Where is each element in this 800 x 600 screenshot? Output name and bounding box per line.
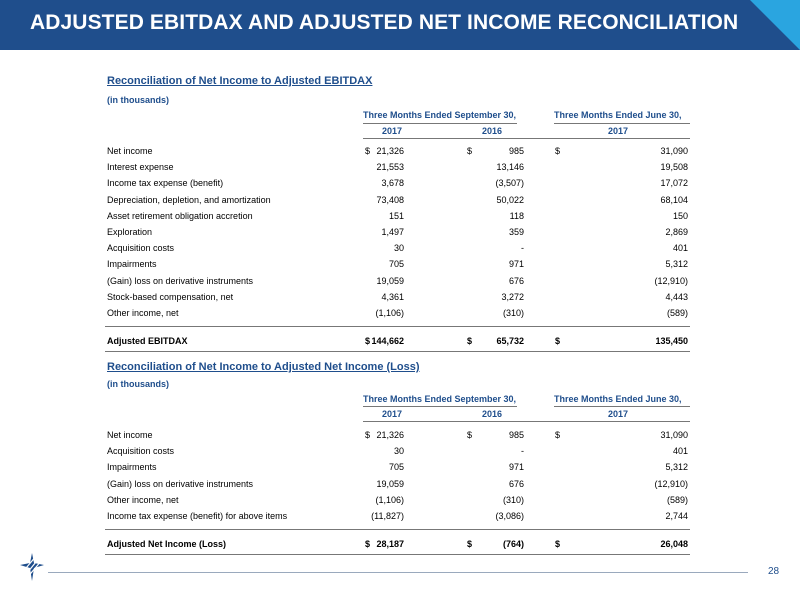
table-row xyxy=(105,193,690,209)
cell-value: 705 xyxy=(388,259,404,270)
cell-value: (3,507) xyxy=(495,178,524,189)
dollar-sign: $ xyxy=(365,539,371,550)
table-row xyxy=(105,160,690,176)
cell-value: 144,662 xyxy=(371,336,404,347)
cell-value: (310) xyxy=(502,308,524,318)
row-label: Exploration xyxy=(107,227,153,237)
table2-units: (in thousands) xyxy=(107,379,169,389)
cell-value: 65,732 xyxy=(496,336,524,347)
total-row xyxy=(105,334,690,350)
cell-value: 2,744 xyxy=(665,511,688,521)
slide-title: ADJUSTED EBITDAX AND ADJUSTED NET INCOME RECONCILIATION xyxy=(30,11,739,34)
cell-value: 21,326 xyxy=(376,430,404,440)
cell-value: 31,090 xyxy=(660,146,688,156)
cell-value: (589) xyxy=(666,308,688,318)
cell-value: (1,106) xyxy=(375,308,404,318)
header-accent-triangle xyxy=(750,0,800,50)
row-label: Depreciation, depletion, and amortization xyxy=(107,194,271,205)
table-row xyxy=(105,225,690,241)
table-row xyxy=(105,477,690,493)
table-row xyxy=(105,428,690,444)
dollar-sign: $ xyxy=(467,146,473,156)
cell-value: 3,272 xyxy=(501,291,524,302)
dollar-sign: $ xyxy=(555,146,561,156)
cell-value: 971 xyxy=(508,259,524,270)
table2-group-underline xyxy=(554,406,690,407)
table2-header-underline xyxy=(363,421,690,422)
row-label: Adjusted Net Income (Loss) xyxy=(107,539,227,550)
row-label: Net income xyxy=(107,430,153,440)
cell-value: 401 xyxy=(672,243,688,254)
cell-value: 118 xyxy=(509,210,524,221)
row-label: Stock-based compensation, net xyxy=(107,291,234,302)
table1-title: Reconciliation of Net Income to Adjusted EBITDAX xyxy=(107,75,373,87)
total-row xyxy=(105,537,690,553)
cell-value: 31,090 xyxy=(660,430,688,440)
table1-group-header-sep: Three Months Ended September 30, xyxy=(363,110,517,120)
footer-divider xyxy=(48,572,748,573)
cell-value: 21,553 xyxy=(376,162,404,173)
cell-value: 135,450 xyxy=(655,336,688,347)
table1-group-underline xyxy=(554,123,690,124)
cell-value: 50,022 xyxy=(496,194,524,205)
dollar-sign: $ xyxy=(365,430,371,440)
cell-value: 68,104 xyxy=(660,194,688,205)
cell-value: 676 xyxy=(508,275,524,286)
table2-title: Reconciliation of Net Income to Adjusted Net Income (Loss) xyxy=(107,361,420,373)
slide-header xyxy=(0,0,800,50)
table2-group-underline xyxy=(363,406,517,407)
table-row xyxy=(105,241,690,257)
cell-value: 985 xyxy=(508,430,524,440)
table-row xyxy=(105,306,690,322)
table-row xyxy=(105,290,690,306)
dollar-sign: $ xyxy=(365,146,371,156)
row-label: Acquisition costs xyxy=(107,243,175,254)
cell-value: 401 xyxy=(672,446,688,457)
cell-value: 26,048 xyxy=(660,539,688,550)
cell-value: 2,869 xyxy=(665,227,688,237)
page-number: 28 xyxy=(768,566,780,577)
table1-group-underline xyxy=(363,123,517,124)
cell-value: (12,910) xyxy=(654,478,688,489)
row-label: Acquisition costs xyxy=(107,446,175,457)
cell-value: 13,146 xyxy=(496,162,524,173)
cell-value: 19,508 xyxy=(660,162,688,173)
dollar-sign: $ xyxy=(365,336,371,347)
row-label: Adjusted EBITDAX xyxy=(107,336,188,347)
cell-value: 28,187 xyxy=(376,539,404,550)
table1-header-underline xyxy=(363,138,690,139)
table2-group-header-jun: Three Months Ended June 30, xyxy=(554,394,682,404)
cell-value: (764) xyxy=(502,539,524,550)
cell-value: 19,059 xyxy=(376,275,404,286)
total-underline xyxy=(105,554,690,555)
cell-value: 21,326 xyxy=(376,146,404,156)
total-separator xyxy=(105,326,690,327)
row-label: Interest expense xyxy=(107,162,174,173)
cell-value: 1,497 xyxy=(381,227,404,237)
cell-value: 30 xyxy=(393,243,404,254)
cell-value: 705 xyxy=(388,462,404,473)
row-label: Impairments xyxy=(107,259,157,270)
row-label: Income tax expense (benefit) xyxy=(107,178,224,189)
row-label: Other income, net xyxy=(107,308,179,318)
cell-value: (12,910) xyxy=(654,275,688,286)
table-row xyxy=(105,274,690,290)
table2-year-header: 2017 xyxy=(608,409,629,419)
table-row xyxy=(105,176,690,192)
cell-value: (11,827) xyxy=(371,511,404,521)
table-row xyxy=(105,509,690,525)
table2-year-header: 2017 xyxy=(382,409,403,419)
table-row xyxy=(105,144,690,160)
cell-value: 985 xyxy=(508,146,524,156)
table1-year-header: 2017 xyxy=(608,126,629,136)
dollar-sign: $ xyxy=(555,539,561,550)
cell-value: 30 xyxy=(393,446,404,457)
dollar-sign: $ xyxy=(555,336,561,347)
dollar-sign: $ xyxy=(467,336,473,347)
cell-value: (3,086) xyxy=(495,511,524,521)
cell-value: 150 xyxy=(672,210,688,221)
cell-value: - xyxy=(521,243,524,254)
cell-value: 73,408 xyxy=(376,194,404,205)
table2-year-header: 2016 xyxy=(482,409,503,419)
cell-value: 19,059 xyxy=(376,478,404,489)
table-row xyxy=(105,493,690,509)
cell-value: 4,443 xyxy=(665,291,688,302)
total-underline xyxy=(105,351,690,352)
row-label: (Gain) loss on derivative instruments xyxy=(107,275,254,286)
dollar-sign: $ xyxy=(555,430,561,440)
cell-value: 17,072 xyxy=(660,178,688,189)
table2-group-header-sep: Three Months Ended September 30, xyxy=(363,394,517,404)
row-label: Impairments xyxy=(107,462,157,473)
row-label: Income tax expense (benefit) for above items xyxy=(107,511,288,521)
table1-year-header: 2017 xyxy=(382,126,403,136)
table-row xyxy=(105,460,690,476)
table-row xyxy=(105,257,690,273)
table-row xyxy=(105,209,690,225)
row-label: (Gain) loss on derivative instruments xyxy=(107,478,254,489)
cell-value: 971 xyxy=(508,462,524,473)
cell-value: 151 xyxy=(388,210,404,221)
cell-value: - xyxy=(521,446,524,457)
row-label: Asset retirement obligation accretion xyxy=(107,210,253,221)
cell-value: 4,361 xyxy=(381,291,404,302)
star-logo-icon xyxy=(18,552,46,587)
table1-year-header: 2016 xyxy=(482,126,503,136)
row-label: Net income xyxy=(107,146,153,156)
cell-value: 676 xyxy=(508,478,524,489)
cell-value: 3,678 xyxy=(381,178,404,189)
table1-units: (in thousands) xyxy=(107,95,169,105)
total-separator xyxy=(105,529,690,530)
dollar-sign: $ xyxy=(467,430,473,440)
row-label: Other income, net xyxy=(107,494,179,505)
cell-value: (1,106) xyxy=(375,494,404,505)
cell-value: (589) xyxy=(666,494,688,505)
table-row xyxy=(105,444,690,460)
dollar-sign: $ xyxy=(467,539,473,550)
cell-value: 5,312 xyxy=(665,462,688,473)
table1-group-header-jun: Three Months Ended June 30, xyxy=(554,110,682,120)
cell-value: 5,312 xyxy=(665,259,688,270)
cell-value: (310) xyxy=(502,494,524,505)
cell-value: 359 xyxy=(508,227,524,237)
